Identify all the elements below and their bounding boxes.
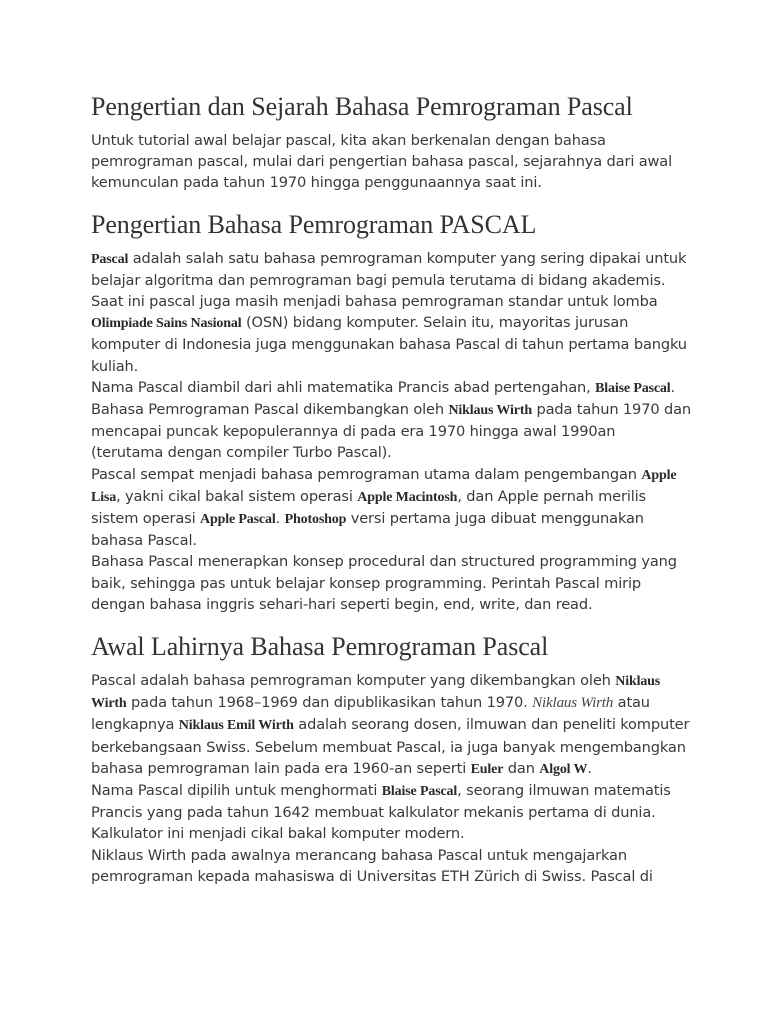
term-blaise-pascal: Blaise Pascal — [595, 380, 671, 396]
term-euler: Euler — [470, 761, 504, 777]
text-span: Pascal adalah bahasa pemrograman komputer yang dikembangkan oleh — [91, 672, 616, 690]
term-niklaus-wirth-italic: Niklaus Wirth — [532, 695, 614, 712]
text-span: . — [587, 759, 592, 777]
text-span: Nama Pascal diambil dari ahli matematika Prancis abad pertengahan, — [91, 378, 596, 396]
text-span: , dan Apple pernah merilis sistem operasi — [91, 487, 646, 528]
term-pascal: Pascal — [91, 251, 129, 267]
article-body — [91, 90, 691, 887]
text-span: adalah salah satu bahasa pemrograman komputer yang sering dipakai untuk belajar algoritma dan pemrograman bagi pemula terutama di bidang akademis. — [91, 249, 687, 289]
text-span: adalah seorang dosen, ilmuwan dan peneliti komputer berkebangsaan Swiss. Sebelum membuat Pascal, ia juga banyak mengembangkan bahasa pemrograman lain pada era 1960-an seperti — [91, 716, 690, 777]
term-algol-w: Algol W — [539, 761, 588, 777]
section-heading-pengertian: Pengertian Bahasa Pemrograman PASCAL — [91, 209, 537, 239]
text-span: . — [670, 378, 676, 396]
text-span: Pascal sempat menjadi bahasa pemrograman utama dalam pengembangan — [91, 465, 642, 483]
text-span: (OSN) bidang komputer. Selain itu, mayoritas jurusan komputer di Indonesia juga menggunakan bahasa Pascal di tahun pertama bangku kuliah. — [91, 314, 687, 375]
term-apple-lisa: Apple Lisa — [91, 467, 677, 505]
term-apple-macintosh: Apple Macintosh — [357, 489, 458, 505]
term-niklaus-wirth: Niklaus Wirth — [448, 403, 532, 419]
term-photoshop: Photoshop — [284, 512, 347, 528]
text-span: Bahasa Pemrograman Pascal dikembangkan oleh — [91, 401, 449, 419]
term-niklaus-emil-wirth: Niklaus Emil Wirth — [178, 718, 294, 734]
intro-paragraph: Untuk tutorial awal belajar pascal, kita akan berkenalan dengan bahasa pemrograman pascal, mulai dari pengertian bahasa pascal, sejarahnya dari awal kemunculan pada tahun 1970 hingga penggunaannya saat ini. — [91, 132, 672, 192]
paragraph-blaise — [91, 780, 691, 845]
text-span: versi pertama juga dibuat menggunakan bahasa Pascal. — [91, 510, 644, 550]
paragraph-apple — [91, 464, 691, 552]
paragraph-developer — [91, 399, 691, 464]
section-heading-awal-lahirnya: Awal Lahirnya Bahasa Pemrograman Pascal — [91, 632, 549, 662]
text-span: pada tahun 1970 dan mencapai puncak kepopulerannya di pada era 1970 hingga awal 1990an (terutama dengan compiler Turbo Pascal). — [91, 401, 691, 462]
term-apple-pascal: Apple Pascal — [199, 512, 276, 528]
paragraph-eth-zurich: Niklaus Wirth pada awalnya merancang bahasa Pascal untuk mengajarkan pemrograman kepada mahasiswa di Universitas ETH Zürich di Swiss. Pascal di — [91, 846, 653, 885]
paragraph-wirth-bio — [91, 670, 691, 780]
paragraph-pascal-definition — [91, 248, 691, 291]
text-span: , yakni cikal bakal sistem operasi — [116, 487, 358, 505]
term-osn: Olimpiade Sains Nasional — [91, 316, 242, 332]
paragraph-name-origin — [91, 377, 691, 399]
text-span: atau lengkapnya — [91, 694, 650, 734]
paragraph-osn — [91, 291, 691, 377]
text-span: Saat ini pascal juga masih menjadi bahasa pemrograman standar untuk lomba — [91, 293, 658, 311]
text-span: dan — [503, 759, 540, 777]
text-span: pada tahun 1968–1969 dan dipublikasikan tahun 1970. — [126, 694, 533, 712]
paragraph-concepts: Bahasa Pascal menerapkan konsep procedural dan structured programming yang baik, sehingga pas untuk belajar konsep programming. Perintah Pascal mirip dengan bahasa inggris sehari-hari seperti begin, end, write, dan read. — [91, 553, 677, 613]
text-span: , seorang ilmuwan matematis Prancis yang pada tahun 1642 membuat kalkulator mekanis pertama di dunia. Kalkulator ini menjadi cikal bakal komputer modern. — [91, 782, 671, 843]
page-title: Pengertian dan Sejarah Bahasa Pemrograman Pascal — [91, 92, 633, 121]
text-span: Nama Pascal dipilih untuk menghormati — [91, 782, 382, 800]
term-niklaus-wirth: Niklaus Wirth — [91, 674, 661, 712]
text-span: . — [275, 510, 285, 528]
term-blaise-pascal: Blaise Pascal — [381, 784, 458, 800]
